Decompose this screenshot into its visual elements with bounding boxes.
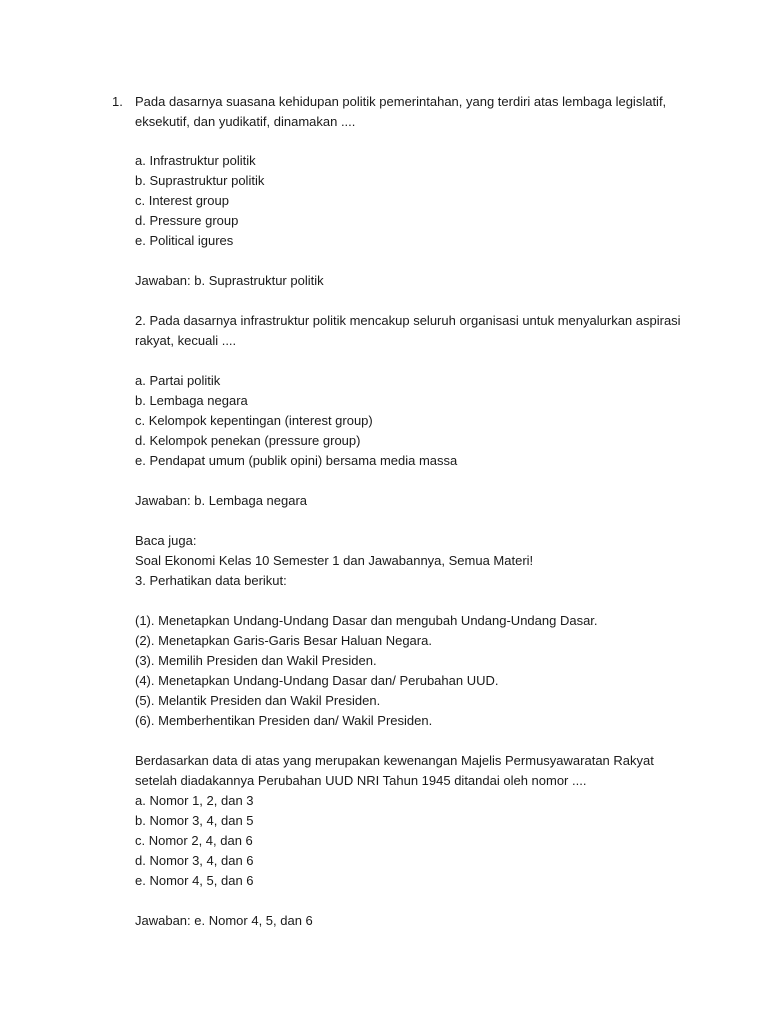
q3-data-item-2: (2). Menetapkan Garis-Garis Besar Haluan Negara.: [135, 633, 432, 648]
q3-answer: Jawaban: e. Nomor 4, 5, dan 6: [135, 913, 313, 928]
q1-option-c: c. Interest group: [135, 193, 229, 208]
q3-data-item-5: (5). Melantik Presiden dan Wakil Presiden.: [135, 693, 381, 708]
q3-intro: 3. Perhatikan data berikut:: [135, 573, 287, 588]
q1-option-e: e. Political igures: [135, 233, 234, 248]
q3-option-b: b. Nomor 3, 4, dan 5: [135, 813, 254, 828]
q3-option-e: e. Nomor 4, 5, dan 6: [135, 873, 254, 888]
q3-data-item-6: (6). Memberhentikan Presiden dan/ Wakil Presiden.: [135, 713, 433, 728]
q2-text-line-2: rakyat, kecuali ....: [135, 333, 237, 348]
q3-option-a: a. Nomor 1, 2, dan 3: [135, 793, 254, 808]
q1-number: 1.: [112, 94, 123, 109]
q2-option-c: c. Kelompok kepentingan (interest group): [135, 413, 373, 428]
q1-option-a: a. Infrastruktur politik: [135, 153, 256, 168]
q1-text-line-2: eksekutif, dan yudikatif, dinamakan ....: [135, 114, 356, 129]
q1-option-d: d. Pressure group: [135, 213, 239, 228]
q3-data-item-4: (4). Menetapkan Undang-Undang Dasar dan/ Perubahan UUD.: [135, 673, 499, 688]
q3-data-item-3: (3). Memilih Presiden dan Wakil Presiden.: [135, 653, 377, 668]
q2-answer: Jawaban: b. Lembaga negara: [135, 493, 308, 508]
q1-text-line-1: Pada dasarnya suasana kehidupan politik pemerintahan, yang terdiri atas lembaga legislatif,: [135, 94, 667, 109]
q3-option-c: c. Nomor 2, 4, dan 6: [135, 833, 253, 848]
q2-option-b: b. Lembaga negara: [135, 393, 248, 408]
q2-option-a: a. Partai politik: [135, 373, 221, 388]
q3-option-d: d. Nomor 3, 4, dan 6: [135, 853, 254, 868]
q3-text-line-2: setelah diadakannya Perubahan UUD NRI Tahun 1945 ditandai oleh nomor ....: [135, 773, 587, 788]
q1-option-b: b. Suprastruktur politik: [135, 173, 265, 188]
q2-option-e: e. Pendapat umum (publik opini) bersama media massa: [135, 453, 458, 468]
read-also-link[interactable]: Soal Ekonomi Kelas 10 Semester 1 dan Jawabannya, Semua Materi!: [135, 553, 534, 568]
q3-data-item-1: (1). Menetapkan Undang-Undang Dasar dan mengubah Undang-Undang Dasar.: [135, 613, 598, 628]
q1-answer: Jawaban: b. Suprastruktur politik: [135, 273, 324, 288]
q3-text-line-1: Berdasarkan data di atas yang merupakan kewenangan Majelis Permusyawaratan Rakyat: [135, 753, 654, 768]
q2-text-line-1: 2. Pada dasarnya infrastruktur politik mencakup seluruh organisasi untuk menyalurkan aspirasi: [135, 313, 681, 328]
read-also-label: Baca juga:: [135, 533, 197, 548]
q2-option-d: d. Kelompok penekan (pressure group): [135, 433, 361, 448]
